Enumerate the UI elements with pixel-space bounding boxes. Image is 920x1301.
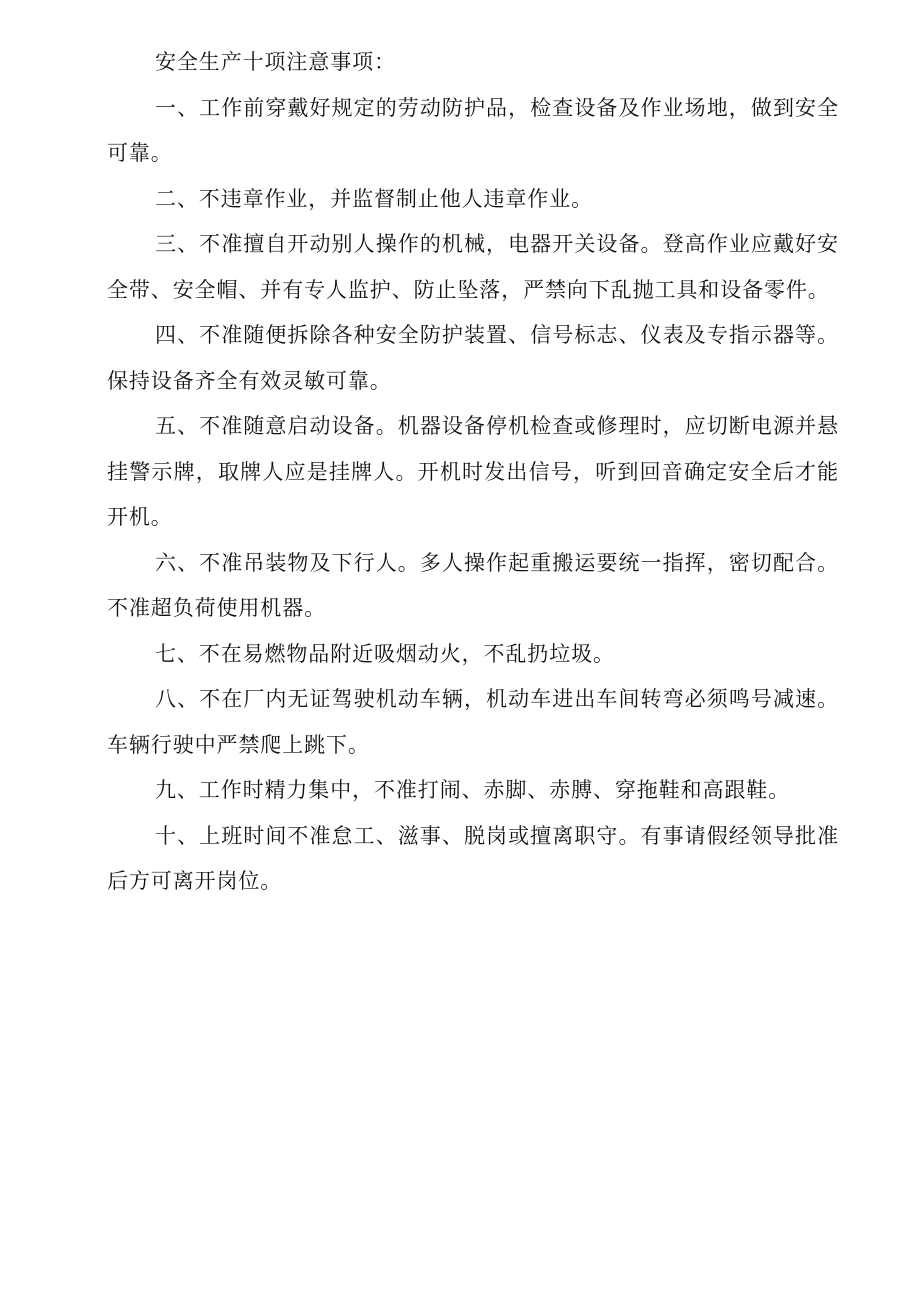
rule-item-8: 八、不在厂内无证驾驶机动车辆，机动车进出车间转弯必须鸣号减速。车辆行驶中严禁爬上跳下。 xyxy=(107,687,839,757)
rule-item-2: 二、不违章作业，并监督制止他人违章作业。 xyxy=(155,186,593,211)
rule-item-5: 五、不准随意启动设备。机器设备停机检查或修理时，应切断电源并悬挂警示牌，取牌人应是挂牌人。开机时发出信号，听到回音确定安全后才能开机。 xyxy=(107,414,839,529)
document-heading: 安全生产十项注意事项： xyxy=(155,50,396,74)
rule-item-6: 六、不准吊装物及下行人。多人操作起重搬运要统一指挥，密切配合。不准超负荷使用机器。 xyxy=(107,550,839,620)
rule-item-9: 九、工作时精力集中，不准打闹、赤脚、赤膊、穿拖鞋和高跟鞋。 xyxy=(155,778,791,802)
rule-item-4: 四、不准随便拆除各种安全防护装置、信号标志、仪表及专指示器等。保持设备齐全有效灵敏可靠。 xyxy=(107,323,839,393)
document-body xyxy=(107,40,839,905)
rule-item-3: 三、不准擅自开动别人操作的机械，电器开关设备。登高作业应戴好安全带、安全帽、并有专人监护、防止坠落，严禁向下乱抛工具和设备零件。 xyxy=(107,232,839,302)
rule-item-1: 一、工作前穿戴好规定的劳动防护品，检查设备及作业场地，做到安全可靠。 xyxy=(107,95,839,165)
rule-item-7: 七、不在易燃物品附近吸烟动火，不乱扔垃圾。 xyxy=(155,641,615,666)
rule-item-10: 十、上班时间不准怠工、滋事、脱岗或擅离职守。有事请假经领导批准后方可离开岗位。 xyxy=(107,823,839,893)
